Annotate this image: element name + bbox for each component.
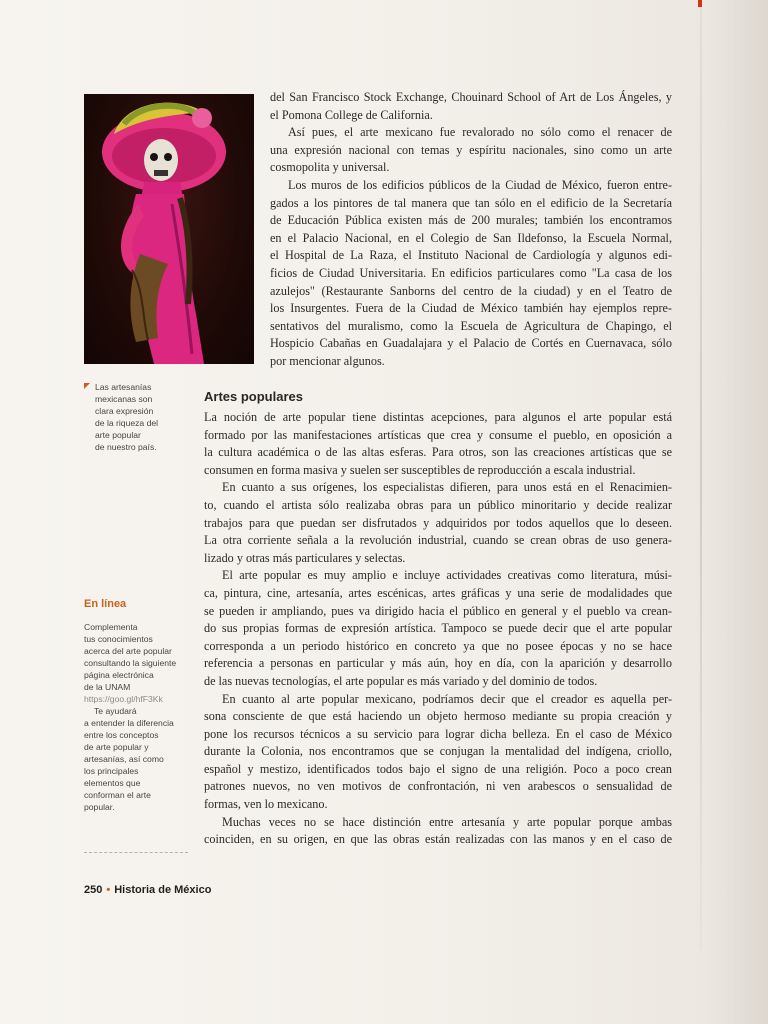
page-number: 250 [84, 884, 103, 896]
text-line: del San Francisco Stock Exchange, Chouinard School of Art de Los Ángeles, y [270, 90, 672, 104]
text-line: ca, pintura, cine, artesanía, artes escénicas, artes gráficas y una serie de modalidades que [204, 585, 672, 600]
sidebar-line: tus conocimientos [84, 634, 153, 644]
caption-line: clara expresión [95, 406, 154, 416]
text-line: to, cuando el artista sólo realizaba obras para un público minoritario y decide realizar [204, 497, 672, 512]
paragraph [270, 177, 672, 371]
caption-line: arte popular [95, 430, 141, 440]
text-line: formas, ven lo mexicano. [204, 797, 328, 812]
sidebar-link[interactable]: https://goo.gl/hfF3Kk [84, 694, 163, 704]
text-line: ficios de Ciudad Universitaria. En edificios particulares como "La casa de los [270, 265, 672, 280]
sidebar-line: Complementa [84, 622, 138, 632]
text-line: coinciden, en su origen, en que las obras están realizadas con las manos y en el caso de [204, 832, 672, 847]
catrina-photo [84, 94, 254, 364]
text-line: consumen en forma masiva y suelen ser susceptibles de reproducción a escala industrial. [204, 462, 636, 477]
page-footer [84, 884, 211, 896]
text-line: Muchas veces no se hace distinción entre artesanía y arte popular porque ambas [222, 814, 672, 829]
text-line: pone los recursos técnicos a su servicio para lograr dicha belleza. En el caso de México [204, 726, 672, 741]
text-line: el Pomona College de California. [270, 107, 433, 122]
text-line: de las nuevas tecnologías, el arte popular es más variado y del dominio de todos. [204, 673, 598, 688]
sidebar-line: de arte popular y [84, 742, 149, 752]
text-line: gados a los pintores de tal manera que tan sólo en el edificio de la Secretaría [270, 195, 672, 210]
text-line: Los muros de los edificios públicos de la Ciudad de México, fueron entre- [288, 177, 672, 192]
sidebar-body [84, 621, 188, 813]
caption-line: de la riqueza del [95, 418, 159, 428]
caption-line: de nuestro país. [95, 442, 157, 452]
text-line: azulejos" (Restaurante Sanborns del centro de la ciudad) y en el Teatro de [270, 283, 672, 298]
caption-line: Las artesanías [95, 382, 152, 392]
paragraph [204, 409, 672, 479]
sidebar-line: consultando la siguiente [84, 658, 177, 668]
sidebar-title: En línea [84, 598, 127, 610]
text-line: En cuanto al arte popular mexicano, podríamos decir que el creador es aquella per- [222, 691, 672, 706]
text-line: una expresión nacional con temas y espíritu nacionales, sino como un arte [270, 142, 672, 157]
paragraph [204, 814, 672, 849]
sidebar-line: acerca del arte popular [84, 646, 172, 656]
text-line: Así pues, el arte mexicano fue revalorado no sólo como el renacer de [288, 125, 672, 140]
paragraph [270, 89, 672, 124]
sidebar-line: Te ayudará [94, 706, 137, 716]
text-line: La noción de arte popular tiene distintas acepciones, para algunos el arte popular está [204, 410, 672, 424]
sidebar-line: conforman el arte [84, 790, 151, 800]
corner-mark [698, 0, 702, 7]
sidebar-line: artesanías, así como [84, 754, 164, 764]
text-line: sona consciente de que está haciendo un objeto hermoso mediante su propia creación y [204, 709, 672, 724]
page-edge-shadow [700, 0, 702, 950]
text-line: en el Palacio Nacional, en el Colegio de San Ildefonso, la Escuela Normal, [270, 230, 672, 245]
text-line: trabajos para que puedan ser disfrutados y adquiridos por todos aquellos que lo deseen. [204, 515, 672, 530]
text-line: el Hospital de La Raza, el Instituto Nacional de Cardiología y algunos edi- [270, 248, 672, 263]
sidebar-line: página electrónica [84, 670, 154, 680]
text-line: lizado y otras más particulares y selectas. [204, 550, 406, 565]
main-text-column [204, 409, 672, 849]
text-line: El arte popular es muy amplio e incluye actividades creativas como literatura, músi- [222, 568, 672, 583]
caption-marker-icon [84, 383, 90, 389]
text-line: Hospicio Cabañas en Guadalajara y el Palacio de Cortés en Cuernavaca, sólo [270, 336, 672, 351]
paragraph [270, 124, 672, 177]
book-title: Historia de México [114, 884, 212, 896]
caption-line: mexicanas son [95, 394, 153, 404]
sidebar-divider [84, 852, 188, 853]
text-line: referencia a personas en particular y más aún, hoy en día, con la aparición y desarrollo [204, 656, 672, 671]
text-line: sentativos del muralismo, como la Escuela de Agricultura de Chapingo, el [270, 318, 672, 333]
text-line: español y mestizo, identificados todos bajo el signo de una religión. Poco a poco crean [204, 761, 672, 776]
paragraph [204, 479, 672, 567]
sidebar-line: entre los conceptos [84, 730, 159, 740]
paragraph [204, 567, 672, 690]
footer-separator: • [106, 884, 111, 896]
sidebar-line: popular. [84, 802, 115, 812]
text-line: patrones nuevos, no ven motivos de confrontación, ni ven arabescos o sensualidad de [204, 779, 672, 794]
text-line: por mencionar algunos. [270, 353, 385, 368]
text-line: La otra corriente señala a la revolución industrial, cuando se crean obras de uso genera- [204, 533, 672, 548]
text-line: En cuanto a sus orígenes, los especialistas difieren, para unos está en el Renacimien- [222, 480, 672, 495]
text-line: los Insurgentes. Fuera de la Ciudad de México también hay ejemplos repre- [270, 301, 672, 316]
sidebar-line: a entender la diferencia [84, 718, 174, 728]
sidebar-line: de la UNAM [84, 682, 131, 692]
sidebar-line: elementos que [84, 778, 141, 788]
text-line: de Educación Pública existen más de 200 murales; también los encontramos [270, 213, 672, 228]
top-text-column [270, 89, 672, 371]
text-line: la cultura académica o de las altas esferas. Para otros, son las creaciones artísticas que se [204, 445, 672, 460]
text-line: formado por las manifestaciones artísticas que crea y consume el pueblo, en oposición a [204, 427, 672, 442]
sidebar-line: los principales [84, 766, 139, 776]
text-line: se pueden ir ampliando, pues va dirigido hacia el público en general y el pueblo va crean- [204, 603, 672, 618]
section-heading: Artes populares [204, 389, 303, 404]
photo-caption [84, 381, 184, 453]
text-line: corresponda a un periodo histórico en concreto ya que no posee épocas y no se hace [204, 638, 672, 653]
text-line: durante la Colonia, nos encontramos que se conjugan la mentalidad del indígena, criollo, [204, 744, 672, 759]
paragraph [204, 691, 672, 814]
text-line: cosmopolita y universal. [270, 160, 390, 175]
text-line: do sus propias formas de expresión artística. Tampoco se puede decir que el arte popular [204, 621, 672, 636]
